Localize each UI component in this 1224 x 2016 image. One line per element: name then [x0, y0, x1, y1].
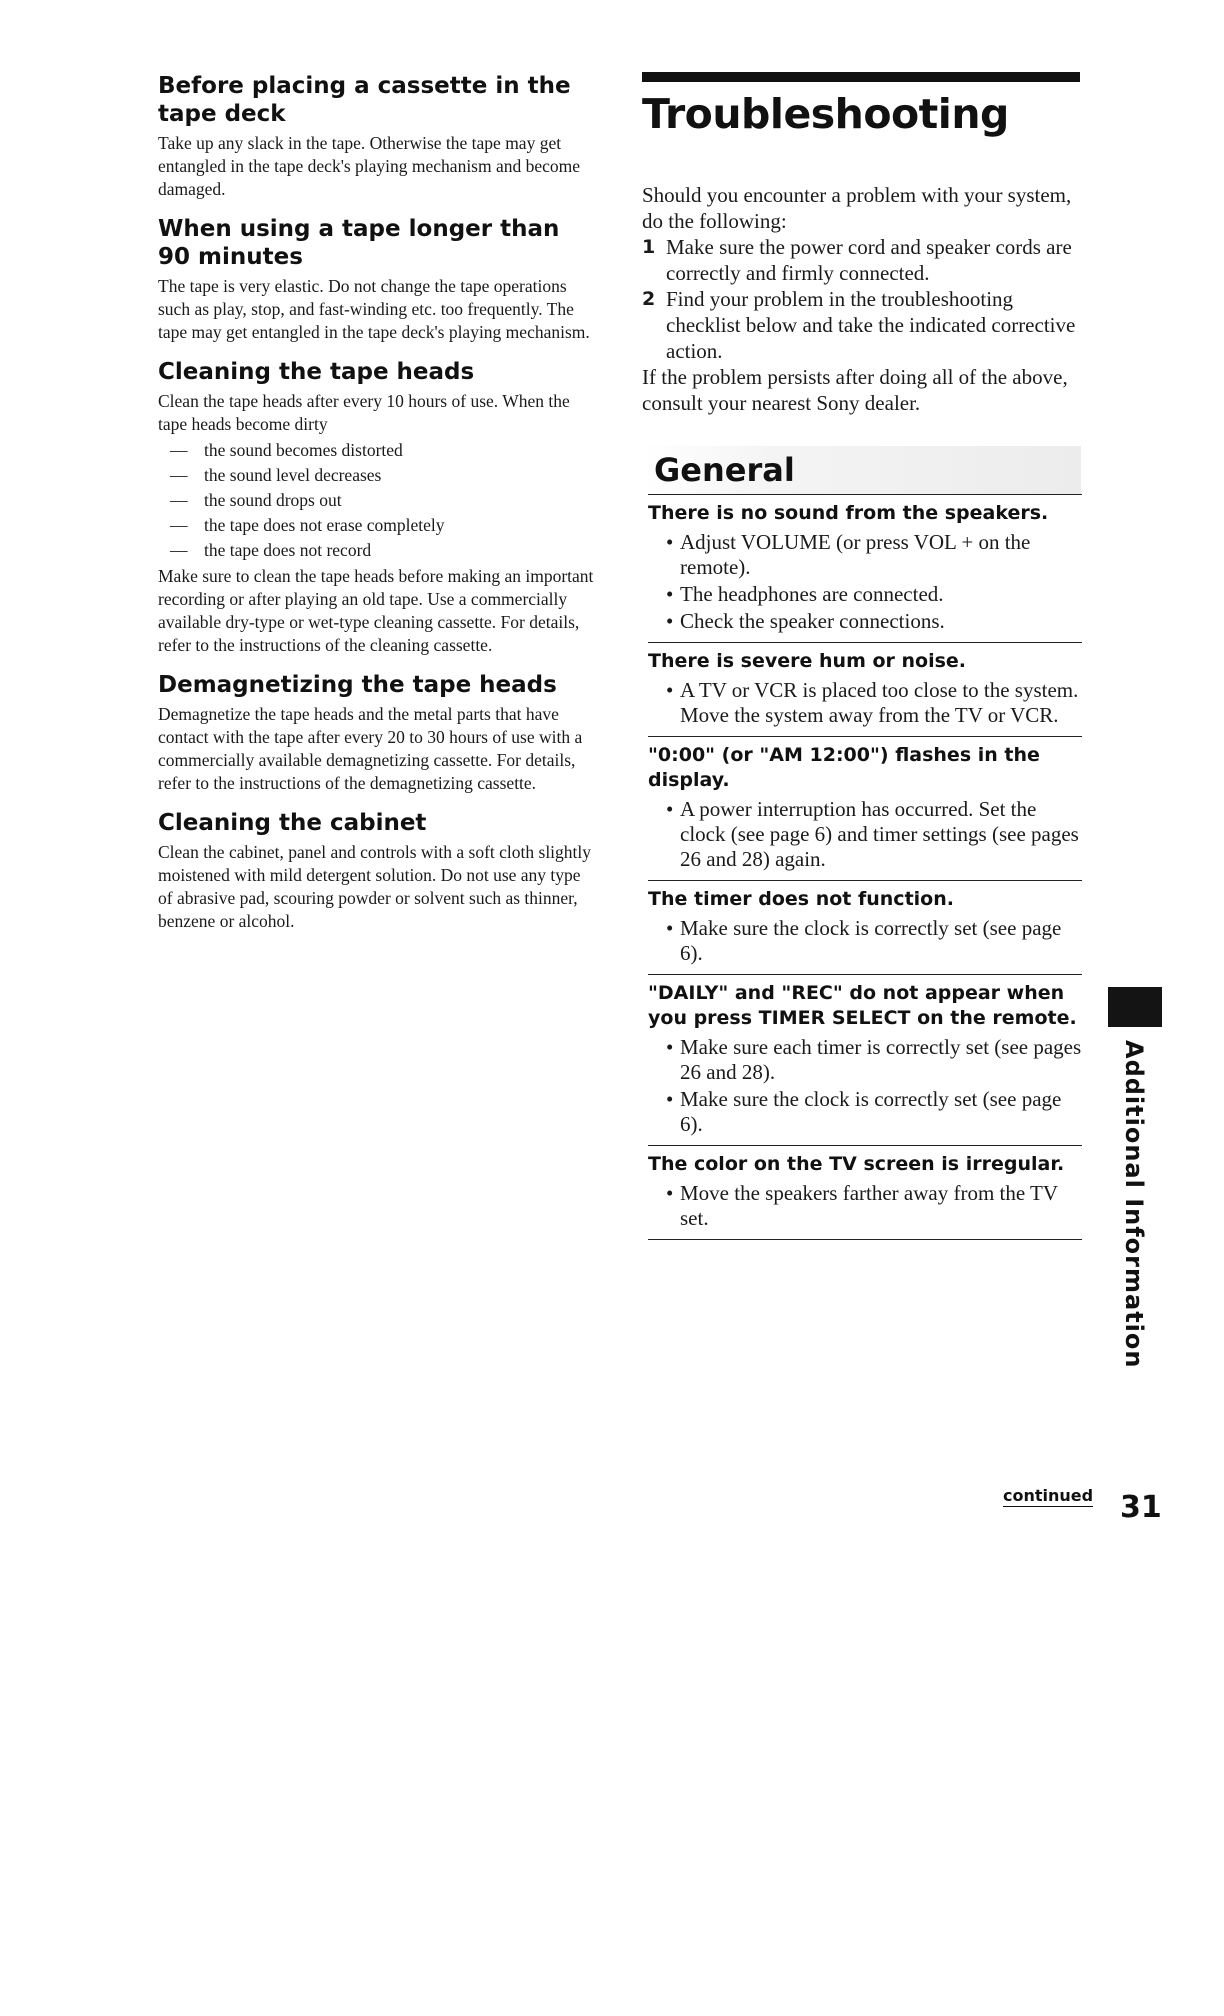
- remedy-item: • Adjust VOLUME (or press VOL + on the remote).: [666, 530, 1031, 579]
- remedy-item: • Check the speaker connections.: [666, 609, 945, 633]
- step-item: 2 Find your problem in the troubleshooting checklist below and take the indicated corrective action.: [642, 287, 1076, 363]
- divider: [648, 1239, 1082, 1240]
- section-heading-demagnetizing: Demagnetizing the tape heads: [158, 672, 557, 698]
- right-column: [642, 72, 1082, 1240]
- remedy-item: • Move the speakers farther away from the TV set.: [666, 1181, 1058, 1230]
- chapter-side-label: Additional Information: [1120, 1040, 1148, 1369]
- remedy-item: • The headphones are connected.: [666, 582, 944, 606]
- general-heading: General: [642, 446, 1081, 494]
- outro-text: If the problem persists after doing all of the above, consult your nearest Sony dealer.: [642, 365, 1068, 415]
- list-item: — the sound becomes distorted: [170, 440, 403, 460]
- section-heading-cabinet: Cleaning the cabinet: [158, 810, 427, 836]
- section-body-cassette: Take up any slack in the tape. Otherwise the tape may get entangled in the tape deck's playing mechanism and become damaged.: [158, 133, 581, 199]
- problem-heading: There is no sound from the speakers.: [648, 502, 1049, 524]
- step-item: 1 Make sure the power cord and speaker cords are correctly and firmly connected.: [642, 235, 1072, 285]
- problem-heading: "DAILY" and "REC" do not appear when you press TIMER SELECT on the remote.: [648, 982, 1077, 1029]
- title-rule-bar: [642, 72, 1080, 82]
- troubleshoot-item: [642, 495, 1082, 642]
- remedy-list: [648, 1181, 1082, 1231]
- troubleshoot-item: [642, 737, 1082, 880]
- remedy-item: • Make sure each timer is correctly set (see pages 26 and 28).: [666, 1035, 1082, 1084]
- troubleshoot-item: [642, 881, 1082, 974]
- remedy-item: • A TV or VCR is placed too close to the system. Move the system away from the TV or VCR.: [666, 678, 1079, 727]
- problem-heading: "0:00" (or "AM 12:00") flashes in the display.: [648, 744, 1040, 791]
- dirty-symptoms-list: [158, 438, 598, 563]
- problem-heading: The color on the TV screen is irregular.: [648, 1153, 1065, 1175]
- remedy-item: • Make sure the clock is correctly set (see page 6).: [666, 1087, 1062, 1136]
- remedy-item: • Make sure the clock is correctly set (see page 6).: [666, 916, 1062, 965]
- intro-text: Should you encounter a problem with your system, do the following:: [642, 183, 1072, 233]
- page-title: Troubleshooting: [642, 90, 1009, 138]
- steps-list: [642, 234, 1082, 364]
- troubleshoot-item: [642, 975, 1082, 1145]
- remedy-list: [648, 1035, 1082, 1137]
- remedy-item: • A power interruption has occurred. Set the clock (see page 6) and timer settings (see pages 26 and 28) again.: [666, 797, 1079, 871]
- left-column: [158, 72, 598, 933]
- problem-heading: The timer does not function.: [648, 888, 954, 910]
- list-item: — the tape does not erase completely: [170, 515, 445, 535]
- chapter-tab-marker: [1108, 987, 1162, 1027]
- section-heading-long-tape: When using a tape longer than 90 minutes: [158, 216, 560, 270]
- troubleshoot-item: [642, 1146, 1082, 1239]
- remedy-list: [648, 797, 1082, 872]
- remedy-list: [648, 530, 1082, 634]
- list-item: — the sound drops out: [170, 490, 342, 510]
- section-heading-cleaning-heads: Cleaning the tape heads: [158, 359, 475, 385]
- troubleshoot-item: [642, 643, 1082, 736]
- list-item: — the tape does not record: [170, 540, 372, 560]
- section-body-cleaning-heads-after: Make sure to clean the tape heads before making an important recording or after playing an old tape. Use a commercially available dry-type or wet-type cleaning cassette. For details, refer to the instructions of the cleaning cassette.: [158, 566, 594, 655]
- remedy-list: [648, 678, 1082, 728]
- page-number: 31: [1120, 1490, 1162, 1525]
- section-body-long-tape: The tape is very elastic. Do not change the tape operations such as play, stop, and fast-winding etc. too frequently. The tape may get entangled in the tape deck's playing mechanism.: [158, 276, 590, 342]
- section-body-cleaning-heads-intro: Clean the tape heads after every 10 hours of use. When the tape heads become dirty: [158, 391, 570, 434]
- section-body-cabinet: Clean the cabinet, panel and controls with a soft cloth slightly moistened with mild detergent solution. Do not use any type of abrasive pad, scouring powder or solvent such as thinner, benzene or alcohol.: [158, 842, 592, 931]
- section-heading-cassette: Before placing a cassette in the tape deck: [158, 73, 571, 127]
- remedy-list: [648, 916, 1082, 966]
- section-body-demagnetizing: Demagnetize the tape heads and the metal parts that have contact with the tape after every 20 to 30 hours of use with a commercially available demagnetizing cassette. For details, refer to the instructions of the demagnetizing cassette.: [158, 704, 583, 793]
- problem-heading: There is severe hum or noise.: [648, 650, 967, 672]
- list-item: — the sound level decreases: [170, 465, 382, 485]
- continued-label: continued: [1003, 1486, 1094, 1505]
